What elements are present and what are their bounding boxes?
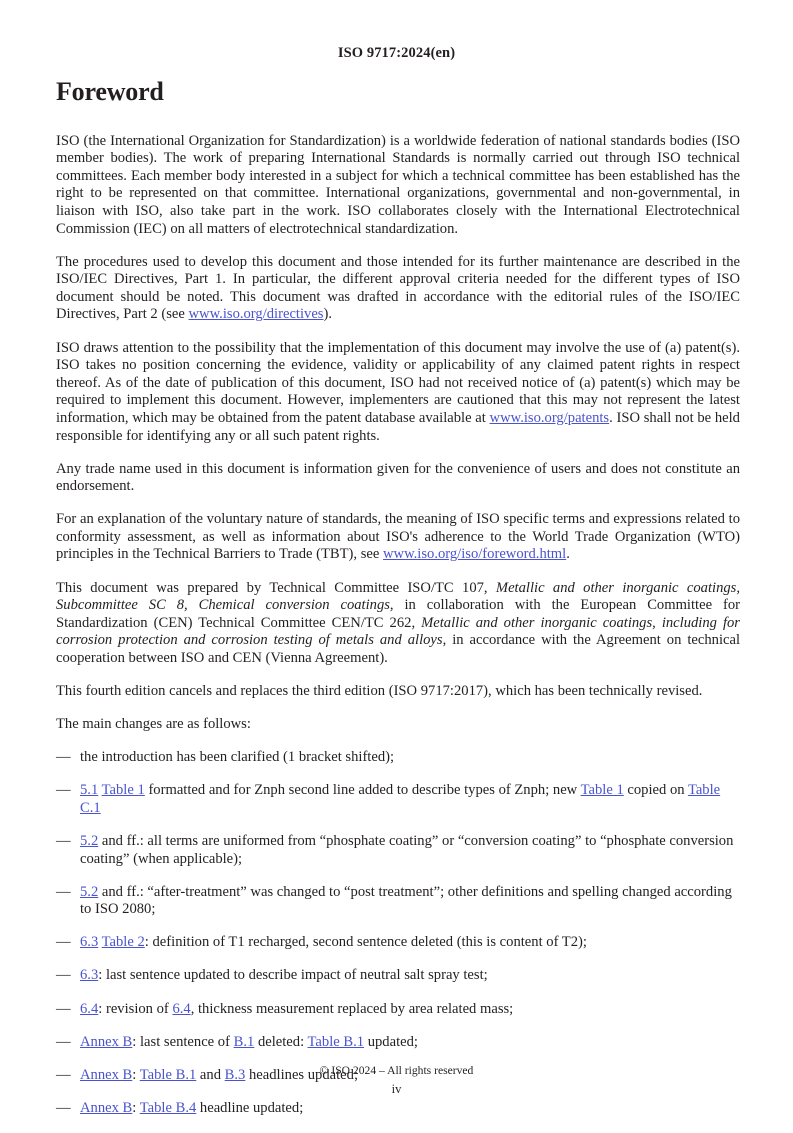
xref-link[interactable]: B.1 [233, 1033, 255, 1050]
page-content [56, 78, 740, 1133]
committee-text-1: This document was prepared by Technical Committee ISO/TC 107, [56, 579, 496, 596]
xref-link[interactable]: Table B.1 [139, 1066, 197, 1083]
link-iso-foreword[interactable]: www.iso.org/iso/foreword.html [382, 546, 567, 563]
change-item-text-segment: : [132, 1066, 140, 1083]
xref-link[interactable]: Annex B [80, 1033, 133, 1050]
change-item-text [80, 934, 587, 950]
change-item-text-segment: : definition of T1 recharged, second sentence deleted (this is content of T2); [144, 934, 587, 951]
change-item-text-segment: : revision of [98, 1000, 173, 1017]
change-item-text-segment: deleted: [254, 1033, 308, 1050]
change-item-text-segment: and ff.: “after-treatment” was changed to “post treatment”; other definitions and spelling changed according to ISO 2080; [80, 883, 732, 918]
xref-link[interactable]: 5.1 [80, 782, 99, 799]
change-list-item [56, 1034, 740, 1052]
paragraph-voluntary-text-before: For an explanation of the voluntary nature of standards, the meaning of ISO specific terms and expressions related to conformity assessment, as well as information about ISO's adherence to the World Trade Organization (WTO) principles in the Technical Barriers to Trade (TBT), see [56, 511, 740, 563]
committee-italic-2: Metallic and other inorganic coatings, including for corrosion protection and corrosion testing of metals and alloys [56, 614, 740, 649]
committee-italic-1: Metallic and other inorganic coatings, Subcommittee SC 8, Chemical conversion coatings [56, 579, 740, 614]
change-item-text [80, 967, 488, 983]
paragraph-committee [56, 580, 740, 668]
change-list-item [56, 884, 740, 919]
running-head: ISO 9717:2024(en) [337, 45, 456, 61]
link-iso-patents[interactable]: www.iso.org/patents [489, 409, 610, 426]
xref-link[interactable]: Annex B [80, 1099, 133, 1116]
change-list-item [56, 1001, 740, 1019]
paragraph-procedures-text-after: ). [323, 306, 333, 323]
committee-text-2: , in collaboration with the European Committee for Standardization (CEN) Technical Committee CEN/TC 262, [56, 597, 741, 631]
change-item-text-segment: : last sentence of [132, 1033, 234, 1050]
paragraph-patents-text-before: ISO draws attention to the possibility that the implementation of this document may involve the use of (a) patent(s). ISO takes no position concerning the evidence, validity or applicability of any claimed patent rights in respect thereof. As of the date of publication of this document, ISO had not received notice of (a) patent(s) which may be required to implement this document. However, implementers are cautioned that this may not represent the latest information, which may be obtained from the patent database available at [56, 339, 740, 426]
change-item-text-segment: , thickness measurement replaced by area related mass; [190, 1000, 514, 1017]
em-dash-bullet: — [56, 833, 71, 849]
xref-link[interactable]: Table 1 [580, 782, 624, 799]
change-list-item [56, 1100, 740, 1118]
paragraph-procedures-text-before: The procedures used to develop this document and those intended for its further maintenance are described in the ISO/IEC Directives, Part 1. In particular, the different approval criteria needed for the different types of ISO document should be noted. This document was drafted in accordance with the editorial rules of the ISO/IEC Directives, Part 2 (see [56, 253, 740, 323]
change-list-item [56, 967, 740, 985]
em-dash-bullet: — [56, 782, 71, 799]
change-list-item [56, 749, 740, 767]
paragraph-patents [56, 340, 740, 446]
paragraph-voluntary-nature [56, 511, 740, 564]
change-item-text-segment: the introduction has been clarified (1 bracket shifted); [80, 749, 395, 766]
xref-link[interactable]: Table 2 [101, 934, 145, 951]
change-item-text-segment: and ff.: all terms are uniformed from “phosphate coating” or “conversion coating” to “phosphate conversion coating” (when applicable); [80, 833, 734, 867]
em-dash-bullet: — [56, 1066, 71, 1083]
change-item-text-segment: formatted and for Znph second line added to describe types of Znph; new [144, 782, 581, 799]
paragraph-main-changes-intro: The main changes are as follows: [56, 716, 251, 733]
change-item-text [80, 884, 732, 918]
xref-link[interactable]: B.3 [224, 1066, 246, 1083]
xref-link[interactable]: Table 1 [101, 782, 145, 799]
em-dash-bullet: — [56, 883, 71, 900]
xref-link[interactable]: 6.3 [80, 967, 99, 984]
em-dash-bullet: — [56, 1000, 71, 1017]
change-list-item [56, 934, 740, 952]
change-item-text-segment: headline updated; [196, 1099, 304, 1116]
xref-link[interactable]: 5.2 [80, 883, 99, 900]
change-item-text-segment: and [196, 1066, 225, 1083]
change-item-text-segment: headlines updated; [245, 1066, 359, 1083]
xref-link[interactable]: 5.2 [80, 833, 99, 849]
paragraph-edition: This fourth edition cancels and replaces the third edition (ISO 9717:2017), which has been technically revised. [56, 683, 703, 700]
change-item-text [80, 749, 394, 765]
change-item-text-segment: : last sentence updated to describe impact of neutral salt spray test; [98, 967, 488, 984]
xref-link[interactable]: 6.4 [172, 1000, 191, 1017]
em-dash-bullet: — [56, 749, 71, 766]
link-iso-directives[interactable]: www.iso.org/directives [188, 306, 324, 323]
em-dash-bullet: — [56, 1099, 71, 1116]
change-item-text [80, 1001, 513, 1017]
change-item-text [80, 1034, 418, 1050]
change-item-text-segment: copied on [623, 782, 688, 799]
xref-link[interactable]: Table C.1 [80, 782, 721, 816]
xref-link[interactable]: Table B.4 [139, 1099, 197, 1116]
paragraph-procedures [56, 254, 740, 324]
change-item-text-segment: updated; [364, 1033, 418, 1050]
paragraph-patents-text-after: . ISO shall not be held responsible for identifying any or all such patent rights. [56, 409, 740, 444]
paragraph-trade-name: Any trade name used in this document is information given for the convenience of users and does not constitute an endorsement. [56, 460, 740, 495]
em-dash-bullet: — [56, 934, 71, 951]
footer-copyright: © ISO 2024 – All rights reserved [319, 1064, 474, 1077]
xref-link[interactable]: Table B.1 [307, 1033, 365, 1050]
em-dash-bullet: — [56, 967, 71, 984]
em-dash-bullet: — [56, 1033, 71, 1050]
footer-page-number: iv [391, 1082, 402, 1096]
change-list-item [56, 833, 740, 868]
xref-link[interactable]: 6.4 [80, 1000, 99, 1017]
paragraph-voluntary-text-after: . [566, 546, 570, 563]
change-item-text-segment: : [132, 1099, 140, 1116]
change-item-text [80, 782, 720, 816]
xref-link[interactable]: Annex B [80, 1066, 133, 1083]
page-title: Foreword [56, 77, 164, 106]
change-list-item [56, 782, 740, 817]
change-item-text [80, 1100, 303, 1116]
paragraph-iso-description: ISO (the International Organization for Standardization) is a worldwide federation of national standards bodies (ISO member bodies). The work of preparing International Standards is normally carried out through ISO technical committees. Each member body interested in a subject for which a technical committee has been established has the right to be represented on that committee. International organizations, governmental and non-governmental, in liaison with ISO, also take part in the work. ISO collaborates closely with the International Electrotechnical Commission (IEC) on all matters of electrotechnical standardization. [56, 132, 740, 237]
committee-text-3: , in accordance with the Agreement on technical cooperation between ISO and CEN (Vienna Agreement). [56, 632, 741, 666]
xref-link[interactable]: 6.3 [80, 934, 99, 951]
change-item-text [80, 833, 733, 867]
